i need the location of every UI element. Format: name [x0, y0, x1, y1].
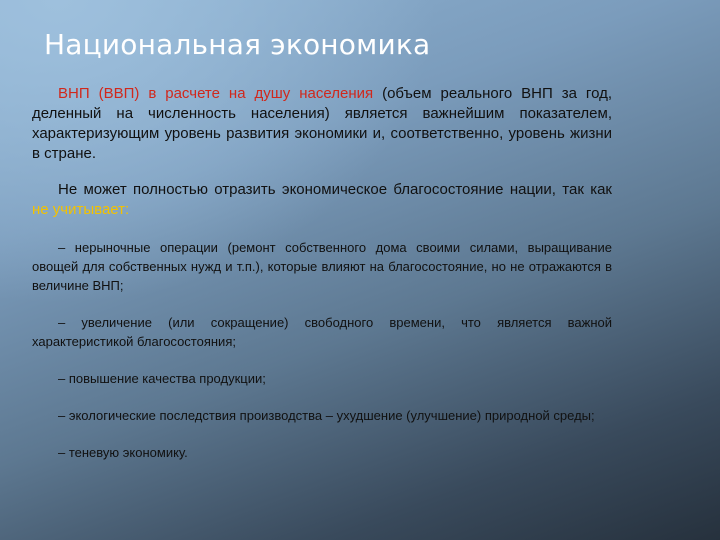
- paragraph-limitation: [32, 180, 612, 220]
- slide-title: Национальная экономика: [44, 28, 431, 61]
- list-item: – нерыночные операции (ремонт собственного дома своими силами, выращивание овощей для собственных нужд и т.п.), которые влияют на благосостояние, но не отражаются в величине ВНП;: [32, 240, 612, 293]
- excluded-items-list: [32, 238, 612, 462]
- list-item: – увеличение (или сокращение) свободного времени, что является важной характеристикой благосостояния;: [32, 315, 612, 349]
- paragraph-gnp-per-capita: [32, 84, 612, 164]
- list-item: – теневую экономику.: [58, 445, 188, 460]
- list-item: – повышение качества продукции;: [58, 371, 266, 386]
- slide-content: [32, 84, 612, 462]
- gnp-per-capita-text: (объем реального ВНП за год, деленный на численность населения) является важнейшим показателем, характеризующим уровень развития экономики и, соответственно, уровень жизни в стране.: [32, 85, 613, 162]
- list-item: – экологические последствия производства – ухудшение (улучшение) природной среды;: [58, 408, 595, 423]
- gnp-per-capita-highlight: ВНП (ВВП) в расчете на душу населения: [58, 85, 374, 102]
- limitation-highlight: не учитывает:: [32, 201, 130, 218]
- limitation-text: Не может полностью отразить экономическое благосостояние нации, так как: [58, 181, 612, 198]
